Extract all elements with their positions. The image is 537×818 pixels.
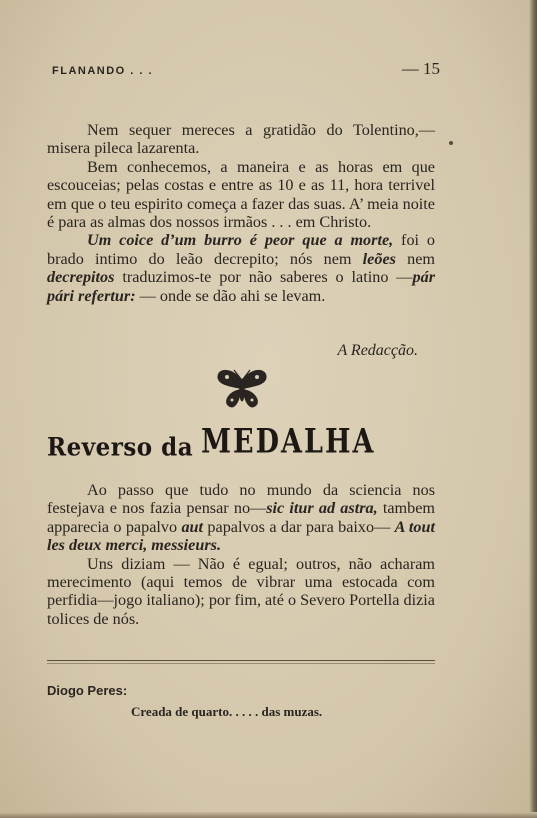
paragraph-1-text: Nem sequer mereces a gratidão do Tolentino,— misera pileca lazarenta. [47, 121, 435, 158]
footer-name: Diogo Peres: [47, 683, 128, 698]
section-paragraph-1 [47, 481, 435, 555]
page-bottom-edge [0, 812, 537, 818]
section-paragraph-2-text: Uns diziam — Não é egual; outros, não acharam merecimento (aqui temos de vibrar uma estocada com perfidia—jogo italiano); por fim, até o Severo Portella dizia tolices de nós. [47, 554, 435, 628]
paragraph-3-text-c: traduzimos-te por não saberes o latino — [114, 268, 413, 287]
section-paragraph-2 [47, 555, 435, 629]
butterfly-ornament-icon [215, 366, 269, 412]
paragraph-3 [47, 231, 435, 305]
section-paragraph-1-text-a: Ao passo que tudo no mundo da sciencia nos festejava e nos fazia pensar no— [47, 481, 435, 518]
paragraph-3-text-d: — onde se dão ahi se levam. [135, 286, 326, 305]
section-title-part1: Reverso da [47, 432, 194, 463]
running-title: FLANANDO . . . [52, 65, 154, 77]
section-body [47, 481, 435, 628]
divider-rule [47, 660, 435, 664]
signature: A Redacção. [337, 342, 418, 359]
latin-sic-itur: sic itur ad astra, [266, 499, 378, 518]
word-leoes: leões [362, 249, 396, 268]
section-paragraph-1-text-b: tambem apparecia o papalvo [47, 499, 435, 536]
paragraph-2 [47, 158, 435, 232]
page-edge-shadow [529, 0, 537, 818]
section-title [47, 421, 435, 461]
quote-coice: Um coice d’um burro é peor que a morte, [87, 231, 394, 250]
paragraph-2-text: Bem conhecemos, a maneira e as horas em que escouceias; pelas costas e entre as 10 e as 11, hora terrivel em que o teu espirito começa a fazer das suas. A’ meia noite é para as almas dos nossos irmãos . . . em Christo. [47, 157, 435, 232]
french-phrase: A tout les deux merci, messieurs. [47, 517, 435, 555]
word-aut: aut [181, 517, 204, 536]
paragraph-1 [47, 121, 435, 158]
section-paragraph-1-text-c: papalvos a dar para baixo— [203, 517, 395, 536]
section-title-part2: MEDALHA [201, 422, 376, 461]
running-head [52, 59, 440, 79]
paragraph-3-text-a: foi o brado intimo do leão decrepito; nós nem [47, 231, 435, 268]
footer-line: Creada de quarto. . . . . das muzas. [131, 704, 323, 719]
ink-spot [449, 141, 453, 145]
word-decrepitos: decrepitos [47, 268, 115, 287]
page-number: — 15 [401, 59, 440, 78]
article-body [47, 121, 435, 305]
paragraph-3-text-b: nem [395, 249, 435, 268]
latin-phrase: pár pári refertur: [47, 268, 435, 305]
